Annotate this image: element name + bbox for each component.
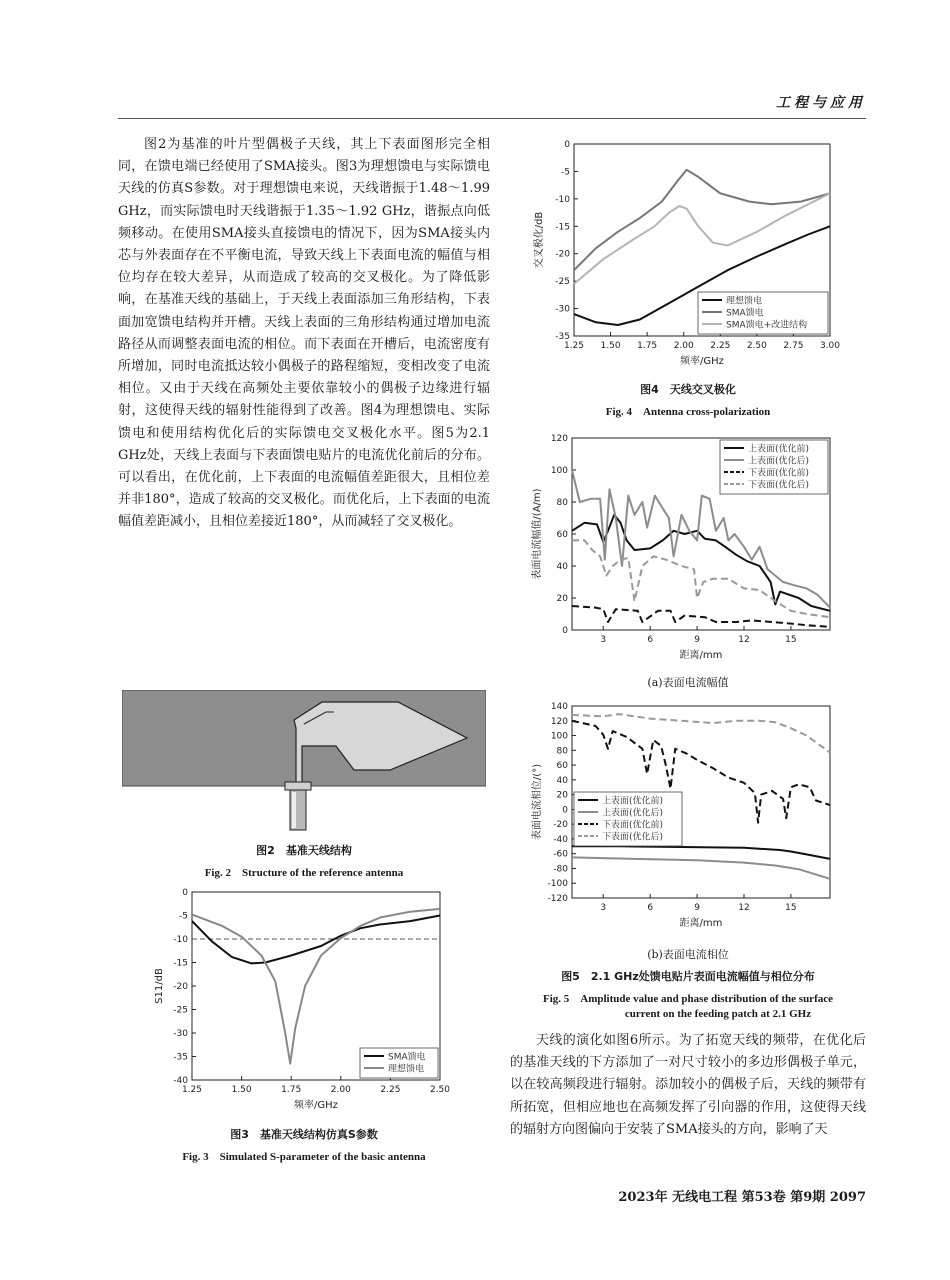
fig2-caption [118,842,490,880]
fig2-antenna-diagram [122,690,486,834]
fig5b-subcaption: (b)表面电流相位 [647,948,729,961]
fig5-caption-cn: 图5 2.1 GHz处馈电贴片表面电流幅值与相位分布 [561,970,815,983]
legend-label: 下表面(优化后) [748,480,810,491]
y-tick-label: -10 [173,935,188,945]
y-tick-label: 60 [556,530,568,540]
y-tick-label: -20 [553,820,568,831]
y-tick-label: -80 [553,864,568,875]
x-tick-label: 6 [647,903,654,913]
y-tick-label: 140 [550,702,568,712]
fig4-caption-cn: 图4 天线交叉极化 [640,383,736,396]
x-tick-label: 1.50 [231,1085,252,1095]
y-axis-label: 表面电流相位/(°) [532,763,543,841]
y-tick-label: 80 [556,746,568,757]
body-text-left [118,134,490,534]
y-axis-label: S11/dB [154,968,165,1004]
x-axis-label: 距离/mm [679,918,723,929]
series-line-3 [572,606,830,627]
y-tick-label: -40 [553,834,568,845]
y-tick-label: -5 [561,167,570,178]
fig5a-subcaption: (a)表面电流幅值 [647,676,729,689]
fig2-caption-cn: 图2 基准天线结构 [256,844,352,857]
y-tick-label: -40 [173,1076,188,1086]
y-tick-label: -25 [555,277,570,288]
paragraph: 天线的演化如图6所示。为了拓宽天线的频带，在优化后的基准天线的下方添加了一对尺寸较小的多边形偶极子单元，以在较高频段进行辐射。添加较小的偶极子后，天线的频带有所拓宽，但相应地也在高频发挥了引向器的作用，这使得天线的辐射方向图偏向于安装了SMA接头的方向，影响了天 [510,1033,866,1137]
y-tick-label: 20 [556,790,568,801]
series-line-2 [572,857,830,878]
x-axis-label: 频率/GHz [680,356,724,367]
fig5-caption [500,968,876,1020]
x-tick-label: 12 [738,903,750,913]
running-header [118,84,866,119]
x-tick-label: 2.75 [783,341,804,351]
sma-connector-highlight [292,792,296,828]
y-tick-label: -10 [555,194,570,205]
x-tick-label: 2.50 [746,341,767,351]
y-tick-label: -30 [555,304,570,315]
y-tick-label: -100 [547,879,568,890]
section-title: 工程与应用 [776,95,866,111]
fig3-caption-cn: 图3 基准天线结构仿真S参数 [230,1128,378,1141]
y-axis-label: 表面电流幅值/(A/m) [532,488,543,580]
fig5a-chart [528,430,840,670]
y-tick-label: -20 [173,982,188,992]
y-tick-label: -35 [173,1052,188,1063]
legend-label: 下表面(优化前) [602,820,664,831]
fig4-chart [530,136,840,376]
y-tick-label: -5 [179,911,188,922]
x-tick-label: 1.25 [563,341,585,351]
y-tick-label: -35 [555,332,570,342]
y-tick-label: 40 [556,775,568,786]
legend-label: 理想馈电 [388,1064,425,1075]
y-axis-label: 交叉极化/dB [534,211,545,269]
y-tick-label: 0 [562,805,568,816]
series-line-2 [192,909,440,1064]
x-tick-label: 2.00 [673,341,694,351]
x-tick-label: 12 [738,635,750,645]
x-tick-label: 9 [694,903,700,913]
y-tick-label: -60 [553,849,568,860]
legend-label: SMA馈电+改进结构 [726,320,808,331]
x-tick-label: 6 [647,635,654,645]
legend-label: 上表面(优化后) [602,808,664,819]
x-tick-label: 1.75 [637,341,658,351]
sma-connector-top [285,782,311,790]
y-tick-label: 120 [550,434,568,444]
legend-label: 上表面(优化后) [748,456,810,467]
legend-label: SMA馈电 [388,1052,426,1063]
x-tick-label: 15 [785,635,797,645]
page-footer: 2023年 无线电工程 第53卷 第9期 2097 [618,1190,866,1205]
y-tick-label: -15 [555,222,570,233]
legend-label: 下表面(优化后) [602,832,664,843]
x-tick-label: 1.50 [600,341,621,351]
paragraph: 图2为基准的叶片型偶极子天线，其上下表面图形完全相同，在馈电端已经使用了SMA接头。图3为理想馈电与实际馈电天线的仿真S参数。对于理想馈电来说，天线谐振于1.48～1.99 GHz，而实际馈电时天线谐振于1.35～1.92 GHz，谐振点向低频移动。在使用SMA接头直接馈电的情况下，因为SMA接头内芯与外表面存在不平衡电流，导致天线上下表面电流的幅值与相位均存在较大差异，从而造成了较高的交叉极化。为了降低影响，在基准天线的基础上，于天线上表面添加三角形结构，下表面加宽馈电结构并开槽。天线上表面的三角形结构通过增加电流路径从而调整表面电流的相位。而下表面在开槽后，电流密度有所增加，同时电流抵达较小偶极子的路程缩短，变相改变了电流相位。又由于天线在高频处主要依靠较小的偶极子边缘进行辐射，这使得天线的辐射性能得到了改善。图4为理想馈电、实际馈电和使用结构优化后的实际馈电交叉极化水平。图5为2.1 GHz处，天线上表面与下表面馈电贴片的电流优化前后的分布。可以看出，在优化前，上下表面的电流幅值差距很大，且相位差并非180°，造成了较高的交叉极化。而优化后，上下表面的电流幅值差距减小，且相位差接近180°，从而减轻了交叉极化。 [118,137,490,530]
x-tick-label: 3 [600,635,607,645]
x-tick-label: 2.50 [429,1085,450,1095]
x-axis-label: 频率/GHz [294,1100,338,1111]
series-line-1 [572,846,830,859]
x-axis-label: 距离/mm [679,650,723,661]
x-tick-label: 2.00 [330,1085,351,1095]
y-tick-label: -15 [173,958,188,969]
fig3-caption-en: Fig. 3 Simulated S-parameter of the basic antenna [182,1151,426,1163]
series-line-4 [572,714,830,752]
y-tick-label: 20 [556,594,568,604]
y-tick-label: 60 [556,761,568,772]
x-tick-label: 2.25 [710,341,731,351]
legend-label: SMA馈电 [726,308,764,319]
series-line-3 [574,193,830,284]
body-text-right [510,1030,866,1141]
fig3-caption [118,1126,490,1164]
fig5-caption-en2: current on the feeding patch at 2.1 GHz [624,1008,812,1020]
x-tick-label: 3.00 [819,341,840,351]
y-tick-label: -30 [173,1029,188,1039]
x-tick-label: 1.25 [181,1085,203,1095]
x-tick-label: 1.75 [281,1085,302,1095]
y-tick-label: 0 [564,140,570,150]
y-tick-label: 80 [556,498,568,508]
y-tick-label: 0 [182,888,188,898]
y-tick-label: -25 [173,1005,188,1016]
fig5b-chart [528,700,840,938]
x-tick-label: 2.25 [380,1085,401,1095]
fig4-caption-en: Fig. 4 Antenna cross-polarization [605,406,771,418]
series-line-1 [572,515,830,611]
y-tick-label: 0 [562,626,568,636]
y-tick-label: 100 [550,466,568,476]
y-tick-label: 40 [556,562,568,572]
legend-label: 上表面(优化前) [748,444,810,455]
x-tick-label: 3 [600,903,607,913]
fig3-chart [150,884,450,1120]
fig2-caption-en: Fig. 2 Structure of the reference antenna [204,867,404,879]
y-tick-label: 120 [550,716,568,727]
x-tick-label: 9 [694,635,700,645]
legend-label: 下表面(优化前) [748,468,810,479]
fig4-caption [510,381,866,419]
y-tick-label: 100 [550,731,568,742]
x-tick-label: 15 [785,903,797,913]
y-tick-label: -120 [547,894,568,904]
series-line-4 [572,540,830,617]
y-tick-label: -20 [555,249,570,260]
series-line-2 [574,170,830,270]
fig5-caption-en1: Fig. 5 Amplitude value and phase distribution of the surface [543,993,833,1005]
legend-label: 上表面(优化前) [602,796,664,807]
legend-label: 理想馈电 [726,296,763,307]
